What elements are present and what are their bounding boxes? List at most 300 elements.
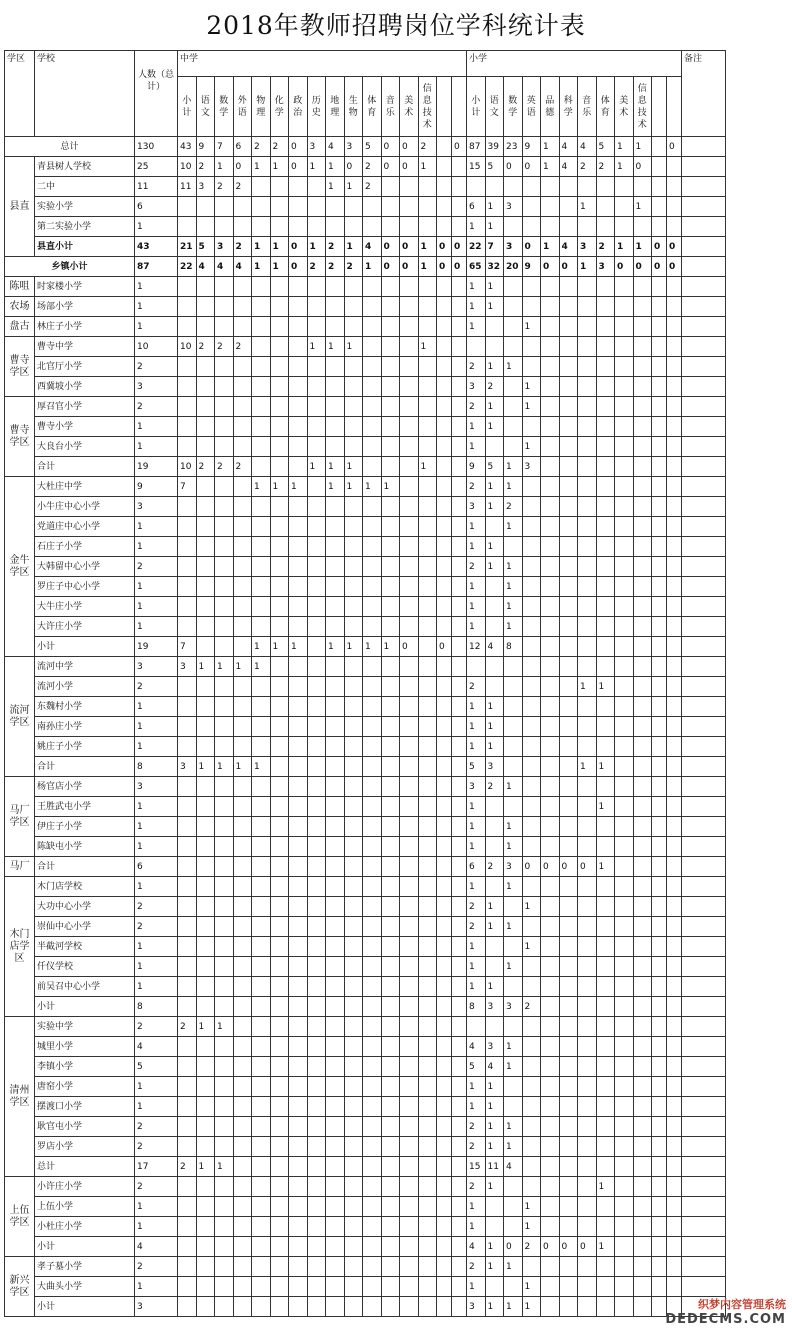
row-count: 1: [135, 797, 178, 817]
primary-value: [633, 337, 652, 357]
primary-value: [596, 837, 615, 857]
primary-value: [633, 597, 652, 617]
primary-value: 1: [504, 1057, 523, 1077]
table-row: [5, 877, 726, 897]
primary-value: [485, 657, 504, 677]
primary-value: 9: [522, 137, 541, 157]
primary-value: 65: [467, 257, 486, 277]
middle-value: [252, 497, 271, 517]
row-count: 1: [135, 957, 178, 977]
remarks-cell: [682, 217, 726, 237]
primary-value: [485, 337, 504, 357]
primary-value: [541, 1077, 560, 1097]
primary-value: [559, 877, 578, 897]
table-row: [5, 337, 726, 357]
middle-value: [400, 417, 419, 437]
primary-value: [667, 1057, 682, 1077]
middle-value: [437, 737, 452, 757]
school-name: 总计: [35, 1157, 135, 1177]
middle-value: 0: [437, 637, 452, 657]
middle-value: [252, 377, 271, 397]
primary-value: [522, 1017, 541, 1037]
primary-value: [485, 577, 504, 597]
primary-value: [504, 897, 523, 917]
primary-value: [633, 1257, 652, 1277]
row-count: 2: [135, 1117, 178, 1137]
middle-value: [289, 1177, 308, 1197]
primary-value: [596, 1097, 615, 1117]
primary-value: [667, 657, 682, 677]
primary-value: [667, 1157, 682, 1177]
primary-value: [559, 1097, 578, 1117]
middle-value: [400, 697, 419, 717]
primary-value: [652, 557, 667, 577]
middle-value: 2: [252, 137, 271, 157]
district-cell: 农场: [5, 297, 35, 317]
table-row: [5, 1297, 726, 1317]
primary-value: [522, 1057, 541, 1077]
primary-value: [633, 377, 652, 397]
middle-value: [363, 537, 382, 557]
school-name: 流河小学: [35, 677, 135, 697]
primary-value: 2: [467, 397, 486, 417]
middle-value: 4: [196, 257, 215, 277]
primary-value: 1: [467, 297, 486, 317]
primary-value: 1: [485, 417, 504, 437]
middle-value: [178, 837, 197, 857]
primary-value: 1: [485, 717, 504, 737]
middle-value: [215, 617, 234, 637]
row-count: 4: [135, 1237, 178, 1257]
middle-value: [400, 1117, 419, 1137]
row-count: 2: [135, 1177, 178, 1197]
middle-value: [233, 837, 252, 857]
row-count: 1: [135, 1217, 178, 1237]
primary-value: 2: [467, 917, 486, 937]
primary-value: [652, 1257, 667, 1277]
primary-value: [652, 877, 667, 897]
middle-value: [270, 1057, 289, 1077]
primary-value: [559, 377, 578, 397]
primary-value: [541, 397, 560, 417]
middle-value: 22: [178, 257, 197, 277]
middle-value: 0: [437, 257, 452, 277]
middle-value: [326, 437, 345, 457]
primary-value: [633, 357, 652, 377]
primary-value: [522, 357, 541, 377]
primary-value: [596, 497, 615, 517]
middle-value: [270, 437, 289, 457]
middle-value: [418, 837, 437, 857]
primary-value: [652, 297, 667, 317]
middle-value: [452, 577, 467, 597]
middle-value: [437, 277, 452, 297]
middle-value: [363, 857, 382, 877]
middle-value: [381, 1297, 400, 1317]
middle-value: [437, 617, 452, 637]
middle-value: 2: [196, 457, 215, 477]
primary-value: [667, 177, 682, 197]
middle-value: [400, 217, 419, 237]
middle-value: [289, 997, 308, 1017]
middle-value: [344, 1077, 363, 1097]
middle-value: 1: [233, 757, 252, 777]
middle-value: [252, 317, 271, 337]
middle-value: [418, 657, 437, 677]
middle-value: [437, 997, 452, 1017]
table-row: [5, 1037, 726, 1057]
primary-value: [652, 177, 667, 197]
middle-value: [270, 617, 289, 637]
primary-value: 4: [578, 137, 597, 157]
primary-value: [667, 957, 682, 977]
middle-value: [344, 1257, 363, 1277]
primary-value: 1: [504, 1297, 523, 1317]
primary-value: [578, 977, 597, 997]
middle-value: [326, 1277, 345, 1297]
primary-value: [596, 957, 615, 977]
middle-value: [252, 1057, 271, 1077]
middle-value: [418, 717, 437, 737]
middle-value: [196, 1297, 215, 1317]
middle-value: [289, 1237, 308, 1257]
primary-value: 1: [522, 377, 541, 397]
primary-value: 1: [522, 397, 541, 417]
page-title: 2018年教师招聘岗位学科统计表: [206, 11, 586, 40]
remarks-cell: [682, 1197, 726, 1217]
primary-value: 1: [485, 217, 504, 237]
middle-value: 1: [270, 157, 289, 177]
primary-value: [485, 817, 504, 837]
school-name: 半截河学校: [35, 937, 135, 957]
middle-value: [381, 697, 400, 717]
primary-value: 1: [485, 1097, 504, 1117]
middle-value: [326, 877, 345, 897]
remarks-cell: [682, 637, 726, 657]
primary-value: [578, 1277, 597, 1297]
primary-value: [522, 1157, 541, 1177]
primary-value: [522, 597, 541, 617]
middle-value: [307, 817, 326, 837]
middle-value: [381, 1157, 400, 1177]
primary-value: 0: [504, 1237, 523, 1257]
middle-value: [270, 957, 289, 977]
middle-value: [307, 277, 326, 297]
primary-value: [522, 197, 541, 217]
primary-value: 1: [596, 677, 615, 697]
primary-value: [596, 1217, 615, 1237]
middle-value: [437, 777, 452, 797]
primary-value: 1: [485, 737, 504, 757]
primary-value: [615, 617, 634, 637]
primary-value: 9: [467, 457, 486, 477]
primary-value: [633, 877, 652, 897]
primary-value: [559, 997, 578, 1017]
middle-value: [418, 317, 437, 337]
primary-value: 0: [522, 237, 541, 257]
primary-value: [652, 397, 667, 417]
middle-value: [215, 577, 234, 597]
middle-value: [400, 1297, 419, 1317]
middle-value: [307, 1057, 326, 1077]
primary-value: [559, 1217, 578, 1237]
middle-value: [344, 357, 363, 377]
middle-value: [178, 617, 197, 637]
primary-value: [522, 877, 541, 897]
remarks-cell: [682, 237, 726, 257]
primary-value: 1: [504, 917, 523, 937]
primary-value: [667, 857, 682, 877]
middle-value: [178, 917, 197, 937]
primary-value: [522, 917, 541, 937]
primary-value: [615, 697, 634, 717]
middle-value: 2: [418, 137, 437, 157]
remarks-cell: [682, 1237, 726, 1257]
primary-value: [559, 1057, 578, 1077]
middle-value: [363, 897, 382, 917]
primary-value: [652, 1237, 667, 1257]
middle-value: [437, 897, 452, 917]
remarks-cell: [682, 477, 726, 497]
middle-value: [307, 217, 326, 237]
primary-value: [652, 997, 667, 1017]
middle-value: [452, 1237, 467, 1257]
middle-value: [452, 1177, 467, 1197]
primary-value: [652, 797, 667, 817]
middle-value: [452, 357, 467, 377]
table-row: [5, 1197, 726, 1217]
primary-value: [633, 997, 652, 1017]
primary-value: [652, 1297, 667, 1317]
primary-value: [633, 557, 652, 577]
primary-value: 4: [467, 1037, 486, 1057]
primary-value: [578, 897, 597, 917]
row-count: 1: [135, 1197, 178, 1217]
primary-value: [633, 1177, 652, 1197]
primary-value: 0: [559, 257, 578, 277]
middle-value: [270, 377, 289, 397]
middle-value: [344, 797, 363, 817]
middle-value: 1: [326, 337, 345, 357]
primary-value: [522, 337, 541, 357]
primary-value: [578, 737, 597, 757]
primary-value: [559, 1137, 578, 1157]
middle-value: [252, 1117, 271, 1137]
middle-value: [307, 1197, 326, 1217]
school-name: 大韩留中心小学: [35, 557, 135, 577]
primary-value: 1: [467, 937, 486, 957]
middle-value: [400, 1097, 419, 1117]
primary-value: [504, 937, 523, 957]
middle-value: 5: [363, 137, 382, 157]
middle-value: 0: [233, 157, 252, 177]
primary-value: 2: [522, 1237, 541, 1257]
primary-value: 4: [559, 237, 578, 257]
primary-value: [541, 957, 560, 977]
middle-value: [418, 617, 437, 637]
header-primary-subject: 语文: [485, 77, 504, 137]
primary-value: [652, 157, 667, 177]
middle-value: [381, 817, 400, 837]
middle-value: [418, 1277, 437, 1297]
primary-value: 3: [504, 237, 523, 257]
primary-value: [541, 937, 560, 957]
middle-value: [418, 477, 437, 497]
primary-value: [559, 537, 578, 557]
table-row: [5, 797, 726, 817]
primary-value: [596, 1157, 615, 1177]
school-name: 前吴召中心小学: [35, 977, 135, 997]
row-count: 87: [135, 257, 178, 277]
primary-value: [522, 1137, 541, 1157]
middle-value: [381, 857, 400, 877]
middle-value: [363, 717, 382, 737]
primary-value: [615, 1037, 634, 1057]
middle-value: [452, 777, 467, 797]
middle-value: [307, 377, 326, 397]
row-count: 19: [135, 637, 178, 657]
middle-value: [363, 217, 382, 237]
middle-value: [452, 797, 467, 817]
primary-value: [522, 757, 541, 777]
row-count: 10: [135, 337, 178, 357]
middle-value: [452, 377, 467, 397]
middle-value: 1: [252, 237, 271, 257]
middle-value: [178, 897, 197, 917]
primary-value: [541, 337, 560, 357]
primary-value: [522, 497, 541, 517]
remarks-cell: [682, 497, 726, 517]
middle-value: [252, 397, 271, 417]
middle-value: [178, 417, 197, 437]
middle-value: [344, 1157, 363, 1177]
header-middle-subject: 小计: [178, 77, 197, 137]
middle-value: [252, 1137, 271, 1157]
primary-value: 1: [467, 617, 486, 637]
middle-value: 2: [178, 1017, 197, 1037]
middle-value: [381, 737, 400, 757]
middle-value: [437, 497, 452, 517]
middle-value: [289, 757, 308, 777]
middle-value: [215, 957, 234, 977]
school-name: 实验中学: [35, 1017, 135, 1037]
primary-value: [633, 817, 652, 837]
middle-value: [233, 1217, 252, 1237]
middle-value: [452, 1057, 467, 1077]
row-count: 3: [135, 497, 178, 517]
row-count: 9: [135, 477, 178, 497]
middle-value: [400, 357, 419, 377]
middle-value: [178, 1137, 197, 1157]
primary-value: 1: [504, 557, 523, 577]
middle-value: [215, 277, 234, 297]
primary-value: [596, 377, 615, 397]
primary-value: [578, 1037, 597, 1057]
primary-value: [667, 1077, 682, 1097]
table-row: [5, 417, 726, 437]
middle-value: [400, 557, 419, 577]
middle-value: [437, 557, 452, 577]
middle-value: [363, 337, 382, 357]
middle-value: [270, 817, 289, 837]
primary-value: 1: [504, 1257, 523, 1277]
middle-value: [178, 877, 197, 897]
middle-value: [233, 877, 252, 897]
remarks-cell: [682, 997, 726, 1017]
primary-value: [504, 297, 523, 317]
primary-value: [652, 357, 667, 377]
school-name: 木门店学校: [35, 877, 135, 897]
header-middle-subject: 政治: [289, 77, 308, 137]
primary-value: [615, 1137, 634, 1157]
primary-value: [633, 757, 652, 777]
header-middle-subject: 美术: [400, 77, 419, 137]
primary-value: [667, 1237, 682, 1257]
school-name: 合计: [35, 757, 135, 777]
primary-value: 4: [504, 1157, 523, 1177]
primary-value: [596, 517, 615, 537]
table-row: [5, 257, 726, 277]
primary-value: [596, 397, 615, 417]
middle-value: [252, 517, 271, 537]
middle-value: [270, 677, 289, 697]
middle-value: [326, 217, 345, 237]
primary-value: [667, 597, 682, 617]
table-row: [5, 957, 726, 977]
primary-value: [652, 637, 667, 657]
middle-value: [252, 837, 271, 857]
primary-value: [596, 537, 615, 557]
primary-value: 1: [485, 1077, 504, 1097]
middle-value: [363, 1217, 382, 1237]
primary-value: 12: [467, 637, 486, 657]
school-name: 大功中心小学: [35, 897, 135, 917]
primary-value: [633, 177, 652, 197]
middle-value: [289, 197, 308, 217]
middle-value: [400, 997, 419, 1017]
primary-value: 11: [485, 1157, 504, 1177]
primary-value: [667, 937, 682, 957]
table-row: [5, 1117, 726, 1137]
header-primary-subject: 英语: [522, 77, 541, 137]
primary-value: [559, 697, 578, 717]
remarks-cell: [682, 557, 726, 577]
middle-value: [437, 1137, 452, 1157]
primary-value: 1: [596, 797, 615, 817]
middle-value: [400, 1037, 419, 1057]
remarks-cell: [682, 597, 726, 617]
middle-value: [344, 517, 363, 537]
primary-value: [541, 457, 560, 477]
middle-value: [307, 1017, 326, 1037]
middle-value: [270, 1177, 289, 1197]
primary-value: [667, 497, 682, 517]
school-name: 仟仪学校: [35, 957, 135, 977]
middle-value: [233, 717, 252, 737]
middle-value: [437, 797, 452, 817]
primary-value: 1: [615, 137, 634, 157]
middle-value: 1: [307, 157, 326, 177]
primary-value: [522, 1257, 541, 1277]
school-name: 城里小学: [35, 1037, 135, 1057]
middle-value: [363, 317, 382, 337]
primary-value: 8: [467, 997, 486, 1017]
middle-value: [270, 1237, 289, 1257]
primary-value: [652, 577, 667, 597]
middle-value: [452, 337, 467, 357]
primary-value: [578, 437, 597, 457]
remarks-cell: [682, 977, 726, 997]
